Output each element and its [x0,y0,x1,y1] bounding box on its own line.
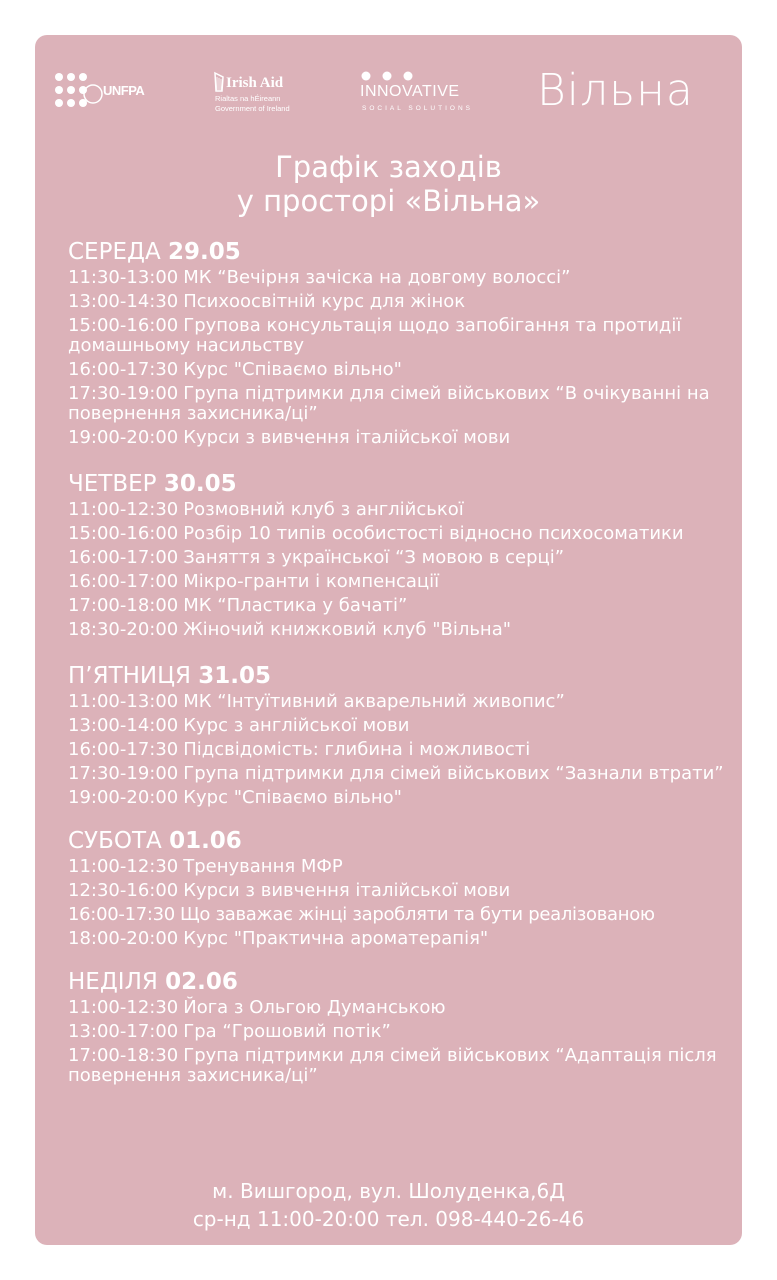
event-item [68,1022,738,1042]
event-item [68,788,738,808]
day-name: СЕРЕДА [68,239,161,265]
event-time: 17:00-18:00 [68,595,179,616]
day-date: 02.06 [165,969,238,995]
event-item [68,268,738,288]
event-time: 13:00-17:00 [68,1021,179,1042]
event-item [68,716,738,736]
event-text: Розбір 10 типів особистості відносно психосоматики [183,523,684,544]
event-text: Підсвідомість: глибина і можливості [183,739,531,760]
logos-bar [35,35,742,145]
day-heading [68,663,738,689]
event-text: Жіночий книжковий клуб "Вільна" [183,619,512,640]
day-block [68,239,738,448]
event-text: Курс "Співаємо вільно" [183,787,402,808]
schedule [68,239,738,1090]
event-time: 11:30-13:00 [68,267,179,288]
event-time: 11:00-12:30 [68,997,179,1018]
event-time: 15:00-16:00 [68,315,179,336]
day-heading [68,471,738,497]
event-time: 19:00-20:00 [68,427,179,448]
day-block [68,471,738,640]
day-date: 01.06 [169,828,242,854]
event-item [68,572,738,592]
event-text: Гра “Грошовий потік” [183,1021,391,1042]
event-time: 11:00-12:30 [68,499,179,520]
event-text: МК “Вечірня зачіска на довгому волоссі” [183,267,571,288]
event-item [68,524,738,544]
event-text: Курси з вивчення італійської мови [183,880,511,901]
day-heading [68,828,738,854]
event-item [68,292,738,312]
event-item [68,764,738,784]
innovative-dots-icon [360,70,426,82]
event-time: 13:00-14:00 [68,715,179,736]
event-text: Заняття з української “З мовою в серці” [183,547,565,568]
event-time: 11:00-13:00 [68,691,179,712]
day-block [68,663,738,808]
event-time: 13:00-14:30 [68,291,179,312]
event-item [68,428,738,448]
event-text: Курс "Співаємо вільно" [183,359,402,380]
event-text: МК “Пластика у бачаті” [183,595,408,616]
event-text: Йога з Ольгою Думанською [183,997,446,1018]
day-block [68,828,738,949]
event-item [68,500,738,520]
irish-aid-line2: Rialtas na hÉireann [215,94,281,103]
event-time: 12:30-16:00 [68,880,179,901]
event-item [68,316,738,356]
event-item [68,360,738,380]
event-item [68,905,738,925]
innovative-subtitle: SOCIAL SOLUTIONS [362,105,473,112]
event-item [68,740,738,760]
event-item [68,548,738,568]
event-item [68,1046,738,1086]
event-time: 16:00-17:30 [68,739,179,760]
event-time: 19:00-20:00 [68,787,179,808]
event-time: 17:30-19:00 [68,763,179,784]
event-item [68,596,738,616]
event-text: Розмовний клуб з англійської [183,499,464,520]
unfpa-logo-icon [53,72,103,116]
day-date: 29.05 [168,239,241,265]
event-item [68,998,738,1018]
day-date: 30.05 [163,471,237,497]
poster-card [35,35,742,1245]
unfpa-label: UNFPA [103,83,145,98]
irish-aid-line3: Government of Ireland [215,104,290,113]
day-name: НЕДІЛЯ [68,969,158,995]
event-item [68,929,738,949]
harp-icon [213,71,225,93]
event-text: Курс з англійської мови [183,715,410,736]
event-time: 15:00-16:00 [68,523,179,544]
event-text: МК “Інтуїтивний акварельний живопис” [183,691,565,712]
title-line-2: у просторі «Вільна» [236,184,541,218]
event-time: 16:00-17:30 [68,359,179,380]
event-time: 17:30-19:00 [68,383,179,404]
footer [35,1177,742,1233]
title-line-1: Графік заходів [275,150,502,184]
day-name: ЧЕТВЕР [68,471,157,497]
event-text: Курси з вивчення італійської мови [183,427,511,448]
event-time: 11:00-12:30 [68,856,179,877]
event-time: 17:00-18:30 [68,1045,179,1066]
event-text: Група підтримки для сімей військових “Адаптація після повернення захисника/ці” [68,1045,717,1086]
irish-aid-title: Irish Aid [226,75,284,91]
event-item [68,881,738,901]
event-time: 18:30-20:00 [68,619,179,640]
address: м. Вишгород, вул. Шолуденка,6Д [212,1179,565,1203]
day-block [68,969,738,1086]
page-title [35,150,742,218]
event-item [68,620,738,640]
hours-phone: ср-нд 11:00-20:00 тел. 098-440-26-46 [192,1207,585,1231]
event-item [68,857,738,877]
innovative-title: INNOVATIVE [360,83,460,100]
day-heading [68,239,738,265]
brand-logo-text: Вільна [537,65,694,116]
event-item [68,384,738,424]
event-text: Група підтримки для сімей військових “В очікуванні на повернення захисника/ці” [68,383,710,424]
event-text: Курс "Практична ароматерапія" [183,928,489,949]
event-item [68,692,738,712]
event-time: 16:00-17:00 [68,571,179,592]
event-text: Тренування МФР [183,856,343,877]
event-time: 18:00-20:00 [68,928,179,949]
event-time: 16:00-17:30 [68,904,175,925]
day-heading [68,969,738,995]
event-text: Групова консультація щодо запобігання та протидії домашньому насильству [68,315,682,356]
event-text: Що заважає жінці заробляти та бути реалізованою [179,904,655,925]
event-time: 16:00-17:00 [68,547,179,568]
event-text: Психоосвітній курс для жінок [183,291,466,312]
day-name: СУБОТА [68,828,162,854]
day-name: П’ЯТНИЦЯ [68,663,191,689]
day-date: 31.05 [198,663,272,689]
event-text: Мікро-гранти і компенсації [183,571,440,592]
event-text: Група підтримки для сімей військових “Зазнали втрати” [183,763,724,784]
